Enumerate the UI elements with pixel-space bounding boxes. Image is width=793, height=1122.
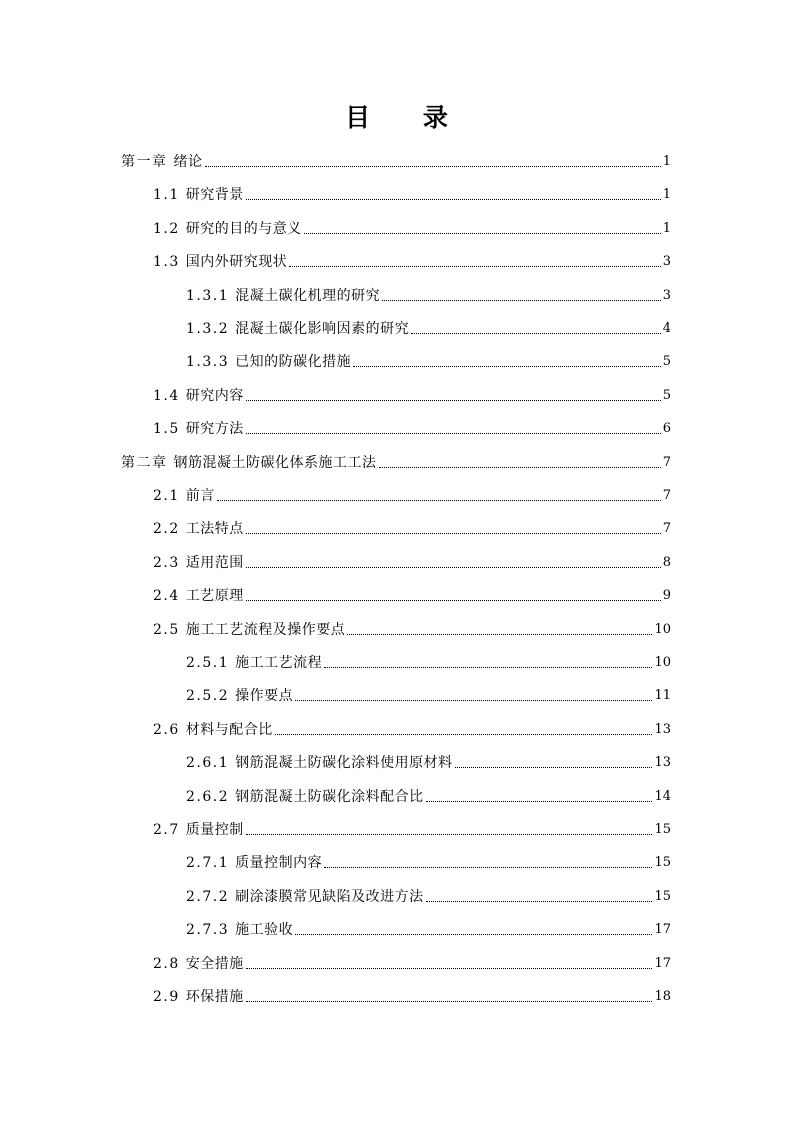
toc-entry-title: 绪论 — [173, 154, 203, 170]
toc-entry-title: 刷涂漆膜常见缺陷及改进方法 — [235, 888, 424, 905]
toc-entry-label — [153, 420, 244, 438]
toc-entry-page-number: 17 — [654, 955, 671, 971]
toc-entry-number: 1.3.2 — [186, 321, 230, 337]
toc-entry-label — [186, 654, 322, 672]
toc-entry-label — [121, 153, 203, 171]
dot-leader — [379, 467, 661, 468]
toc-entry-label — [153, 554, 244, 572]
toc-entry-page-number: 5 — [662, 387, 671, 403]
dot-leader — [295, 934, 652, 935]
dot-leader — [411, 333, 661, 334]
toc-entry-title: 钢筋混凝土防碳化涂料使用原材料 — [235, 755, 453, 772]
toc-entry[interactable] — [186, 778, 671, 806]
toc-entry-number: 2.9 — [153, 989, 180, 1005]
toc-entry-label — [153, 220, 302, 238]
toc-entry-number: 2.7 — [153, 822, 180, 838]
toc-entry-title: 材料与配合比 — [185, 721, 273, 738]
toc-entry[interactable] — [186, 343, 671, 371]
toc-entry-page-number: 13 — [654, 721, 671, 737]
toc-entry[interactable] — [153, 176, 671, 204]
toc-entry-number: 2.8 — [153, 955, 180, 972]
toc-entry-page-number: 15 — [654, 855, 671, 871]
toc-entry-title: 研究内容 — [185, 387, 244, 404]
toc-entry-number: 2.4 — [153, 588, 180, 605]
dot-leader — [382, 300, 661, 301]
dot-leader — [295, 700, 652, 701]
toc-entry-number: 1.3.1 — [186, 287, 230, 304]
toc-entry[interactable] — [153, 210, 671, 238]
dot-leader — [426, 801, 653, 802]
toc-entry-page-number: 7 — [662, 488, 671, 503]
toc-entry-label — [153, 387, 244, 405]
toc-entry-number: 2.7.2 — [186, 888, 230, 905]
toc-entry-number: 1.5 — [153, 421, 180, 438]
toc-entry-number: 2.5.1 — [186, 655, 230, 671]
toc-entry-number: 1.2 — [153, 220, 180, 237]
toc-entry-number: 2.6 — [153, 721, 180, 738]
toc-entry-title: 施工工艺流程 — [235, 655, 323, 671]
toc-entry-label — [153, 487, 215, 505]
toc-entry-label — [186, 353, 351, 371]
dot-leader — [246, 567, 661, 568]
toc-entry[interactable] — [186, 310, 671, 338]
dot-leader — [289, 266, 660, 267]
toc-entry-title: 质量控制内容 — [235, 855, 323, 872]
dot-leader — [246, 600, 661, 601]
dot-leader — [246, 433, 661, 434]
toc-entry[interactable] — [153, 811, 671, 839]
toc-entry[interactable] — [153, 945, 671, 973]
dot-leader — [246, 533, 661, 534]
dot-leader — [347, 634, 652, 635]
dot-leader — [304, 233, 661, 234]
toc-entry-number: 第二章 — [121, 454, 168, 471]
toc-entry[interactable] — [153, 510, 671, 538]
table-of-contents — [0, 143, 793, 1003]
toc-entry-label — [186, 921, 293, 939]
toc-entry[interactable] — [186, 844, 671, 872]
dot-leader — [246, 834, 653, 835]
dot-leader — [246, 400, 661, 401]
toc-entry-title: 操作要点 — [235, 688, 294, 705]
toc-entry-number: 2.5 — [153, 621, 180, 638]
toc-entry[interactable] — [153, 978, 671, 1006]
toc-entry[interactable] — [186, 277, 671, 305]
toc-entry-label — [153, 621, 345, 639]
toc-entry-page-number: 15 — [654, 888, 671, 904]
toc-entry-title: 混凝土碳化影响因素的研究 — [235, 321, 410, 337]
toc-entry[interactable] — [121, 444, 671, 472]
toc-entry-page-number: 10 — [654, 621, 671, 637]
toc-entry-title: 钢筋混凝土防碳化涂料配合比 — [235, 788, 424, 805]
toc-entry-page-number: 4 — [662, 321, 671, 336]
toc-entry[interactable] — [153, 410, 671, 438]
toc-entry-label — [153, 955, 244, 973]
toc-entry[interactable] — [186, 644, 671, 672]
dot-leader — [246, 199, 661, 200]
toc-entry-page-number: 18 — [654, 989, 671, 1004]
toc-entry-title: 研究方法 — [185, 421, 244, 438]
toc-entry-number: 2.6.2 — [186, 788, 230, 805]
toc-entry-page-number: 17 — [654, 922, 671, 938]
toc-entry-page-number: 14 — [654, 788, 671, 804]
toc-entry[interactable] — [153, 477, 671, 505]
toc-entry-number: 1.3 — [153, 254, 180, 271]
toc-entry-number: 1.1 — [153, 187, 180, 204]
toc-entry-label — [153, 721, 273, 739]
toc-entry-number: 2.1 — [153, 488, 180, 504]
toc-entry-page-number: 15 — [654, 822, 671, 837]
toc-entry-title: 已知的防碳化措施 — [235, 354, 352, 371]
toc-entry-page-number: 7 — [662, 454, 671, 470]
toc-entry[interactable] — [186, 911, 671, 939]
toc-entry-label — [186, 320, 409, 338]
toc-entry-label — [186, 754, 453, 772]
toc-entry-label — [153, 988, 244, 1006]
toc-entry-title: 适用范围 — [185, 554, 244, 571]
toc-entry-title: 质量控制 — [185, 822, 244, 838]
dot-leader — [205, 166, 661, 167]
toc-entry-page-number: 1 — [662, 187, 671, 203]
toc-entry-title: 施工验收 — [235, 922, 294, 939]
toc-entry-title: 钢筋混凝土防碳化体系施工工法 — [173, 454, 377, 471]
toc-entry-label — [186, 687, 293, 705]
toc-entry-number: 1.3.3 — [186, 354, 230, 371]
toc-entry-page-number: 8 — [662, 554, 671, 570]
dot-leader — [324, 667, 652, 668]
toc-entry-page-number: 9 — [662, 588, 671, 604]
toc-entry[interactable] — [121, 143, 671, 171]
toc-entry-number: 2.3 — [153, 554, 180, 571]
toc-entry-title: 施工工艺流程及操作要点 — [185, 621, 346, 638]
dot-leader — [246, 1001, 653, 1002]
dot-leader — [217, 500, 661, 501]
toc-entry-label — [186, 854, 322, 872]
toc-entry-page-number: 1 — [662, 154, 671, 169]
toc-entry-title: 混凝土碳化机理的研究 — [235, 287, 381, 304]
toc-entry-page-number: 3 — [662, 287, 671, 303]
toc-entry-number: 2.6.1 — [186, 755, 230, 772]
toc-entry-title: 工法特点 — [185, 521, 244, 538]
toc-entry-number: 1.4 — [153, 387, 180, 404]
toc-entry-title: 环保措施 — [185, 989, 244, 1005]
dot-leader — [353, 366, 661, 367]
toc-entry[interactable] — [153, 711, 671, 739]
toc-entry-title: 研究的目的与意义 — [185, 220, 302, 237]
toc-entry[interactable] — [153, 243, 671, 271]
toc-entry-page-number: 13 — [654, 755, 671, 771]
toc-entry-title: 研究背景 — [185, 187, 244, 204]
toc-entry-page-number: 6 — [662, 421, 671, 437]
toc-entry[interactable] — [186, 677, 671, 705]
toc-entry-page-number: 1 — [662, 220, 671, 236]
toc-entry-page-number: 3 — [662, 254, 671, 270]
toc-entry[interactable] — [186, 878, 671, 906]
toc-entry-number: 2.7.1 — [186, 855, 230, 872]
toc-entry-page-number: 7 — [662, 521, 671, 537]
toc-entry-label — [153, 587, 244, 605]
page-title: 目 录 — [345, 103, 470, 132]
dot-leader — [324, 867, 652, 868]
toc-entry-title: 工艺原理 — [185, 588, 244, 605]
toc-entry-title: 前言 — [185, 488, 215, 504]
dot-leader — [246, 968, 653, 969]
toc-entry-label — [186, 888, 424, 906]
toc-entry-number: 第一章 — [121, 154, 168, 170]
toc-entry-title: 安全措施 — [185, 955, 244, 972]
toc-entry-number: 2.7.3 — [186, 922, 230, 939]
toc-entry-page-number: 5 — [662, 354, 671, 370]
dot-leader — [426, 901, 653, 902]
toc-entry-label — [153, 253, 287, 271]
toc-entry[interactable] — [153, 611, 671, 639]
toc-entry-label — [186, 287, 380, 305]
toc-entry-page-number: 11 — [654, 688, 671, 704]
toc-entry-label — [153, 186, 244, 204]
toc-entry-label — [153, 821, 244, 839]
toc-entry[interactable] — [153, 544, 671, 572]
toc-entry-number: 2.5.2 — [186, 688, 230, 705]
toc-entry-page-number: 10 — [654, 655, 671, 670]
toc-entry-title: 国内外研究现状 — [185, 254, 288, 271]
toc-entry[interactable] — [153, 577, 671, 605]
toc-entry[interactable] — [186, 744, 671, 772]
toc-entry-label — [153, 520, 244, 538]
toc-entry-label — [121, 454, 377, 472]
toc-entry-label — [186, 788, 424, 806]
dot-leader — [455, 767, 653, 768]
toc-entry[interactable] — [153, 377, 671, 405]
toc-entry-number: 2.2 — [153, 521, 180, 538]
dot-leader — [275, 734, 653, 735]
